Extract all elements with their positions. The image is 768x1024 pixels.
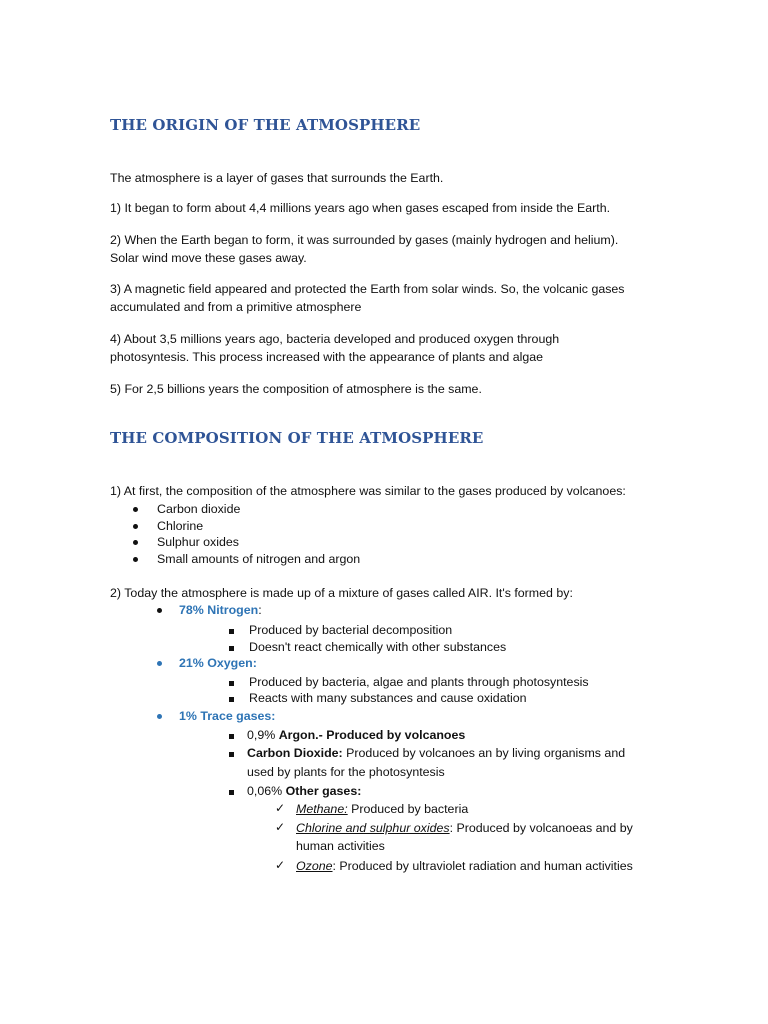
bullet-square	[229, 646, 234, 651]
checkmark-icon: ✓	[275, 858, 286, 872]
chlorine-desc-line-1: : Produced by volcanoeas and by	[449, 821, 633, 835]
bullet-dot	[133, 557, 138, 562]
composition-heading: THE COMPOSITION OF THE ATMOSPHERE	[110, 429, 484, 447]
trace-label: 1% Trace gases:	[179, 709, 276, 723]
chlorine-item	[296, 820, 633, 837]
argon-value: 0,9%	[247, 728, 276, 742]
other-gases-item	[247, 783, 361, 800]
chlorine-desc-line-2: human activities	[296, 839, 385, 853]
co2-name: Carbon Dioxide:	[247, 746, 343, 760]
composition-today: 2) Today the atmosphere is made up of a mixture of gases called AIR. It's formed by:	[110, 586, 573, 600]
origin-intro: The atmosphere is a layer of gases that surrounds the Earth.	[110, 171, 444, 185]
bullet-square	[229, 681, 234, 686]
origin-point-1: 1) It began to form about 4,4 millions years ago when gases escaped from inside the Earth.	[110, 201, 611, 215]
chlorine-name: Chlorine and sulphur oxides	[296, 821, 450, 835]
other-label: Other gases:	[285, 784, 362, 798]
bullet-dot	[157, 661, 162, 666]
list-item: Chlorine	[157, 519, 204, 533]
list-item: Reacts with many substances and cause oxidation	[249, 691, 527, 705]
oxygen-label: 21% Oxygen:	[179, 656, 257, 670]
ozone-name: Ozone	[296, 859, 333, 873]
bullet-dot	[133, 540, 138, 545]
other-value: 0,06%	[247, 784, 283, 798]
checkmark-icon: ✓	[275, 820, 286, 834]
list-item: Carbon dioxide	[157, 502, 241, 516]
bullet-square	[229, 734, 234, 739]
list-item: Produced by bacteria, algae and plants through photosyntesis	[249, 675, 589, 689]
methane-name: Methane:	[296, 802, 348, 816]
list-item: Produced by bacterial decomposition	[249, 623, 453, 637]
co2-desc-line-2: used by plants for the photosyntesis	[247, 765, 445, 779]
bullet-dot	[157, 714, 162, 719]
origin-point-2-line-1: 2) When the Earth began to form, it was surrounded by gases (mainly hydrogen and helium).	[110, 233, 619, 247]
methane-desc: Produced by bacteria	[347, 802, 469, 816]
methane-item	[296, 801, 468, 818]
bullet-dot	[133, 524, 138, 529]
bullet-square	[229, 629, 234, 634]
nitrogen-label	[179, 602, 262, 619]
nitrogen-label-text: 78% Nitrogen	[179, 603, 259, 617]
origin-point-4-line-1: 4) About 3,5 millions years ago, bacteria developed and produced oxygen through	[110, 332, 560, 346]
composition-first: 1) At first, the composition of the atmosphere was similar to the gases produced by volcanoes:	[110, 484, 626, 498]
argon-name: Argon.	[278, 728, 319, 742]
ozone-desc: : Produced by ultraviolet radiation and human activities	[332, 859, 633, 873]
argon-desc: - Produced by volcanoes	[318, 728, 466, 742]
origin-point-3-line-2: accumulated and from a primitive atmosphere	[110, 300, 362, 314]
list-item: Small amounts of nitrogen and argon	[157, 552, 361, 566]
origin-point-5: 5) For 2,5 billions years the composition of atmosphere is the same.	[110, 382, 482, 396]
list-item: Doesn't react chemically with other substances	[249, 640, 507, 654]
origin-point-4-line-2: photosyntesis. This process increased with the appearance of plants and algae	[110, 350, 544, 364]
origin-heading: THE ORIGIN OF THE ATMOSPHERE	[110, 116, 421, 134]
co2-desc-line-1: Produced by volcanoes an by living organisms and	[342, 746, 626, 760]
nitrogen-label-colon: :	[258, 603, 262, 617]
bullet-square	[229, 790, 234, 795]
co2-item	[247, 745, 625, 762]
bullet-square	[229, 697, 234, 702]
ozone-item	[296, 858, 633, 875]
bullet-dot	[157, 608, 162, 613]
list-item: Sulphur oxides	[157, 535, 239, 549]
bullet-square	[229, 752, 234, 757]
origin-point-2-line-2: Solar wind move these gases away.	[110, 251, 307, 265]
bullet-dot	[133, 507, 138, 512]
origin-point-3-line-1: 3) A magnetic field appeared and protected the Earth from solar winds. So, the volcanic gases	[110, 282, 625, 296]
checkmark-icon: ✓	[275, 801, 286, 815]
argon-item	[247, 727, 465, 744]
